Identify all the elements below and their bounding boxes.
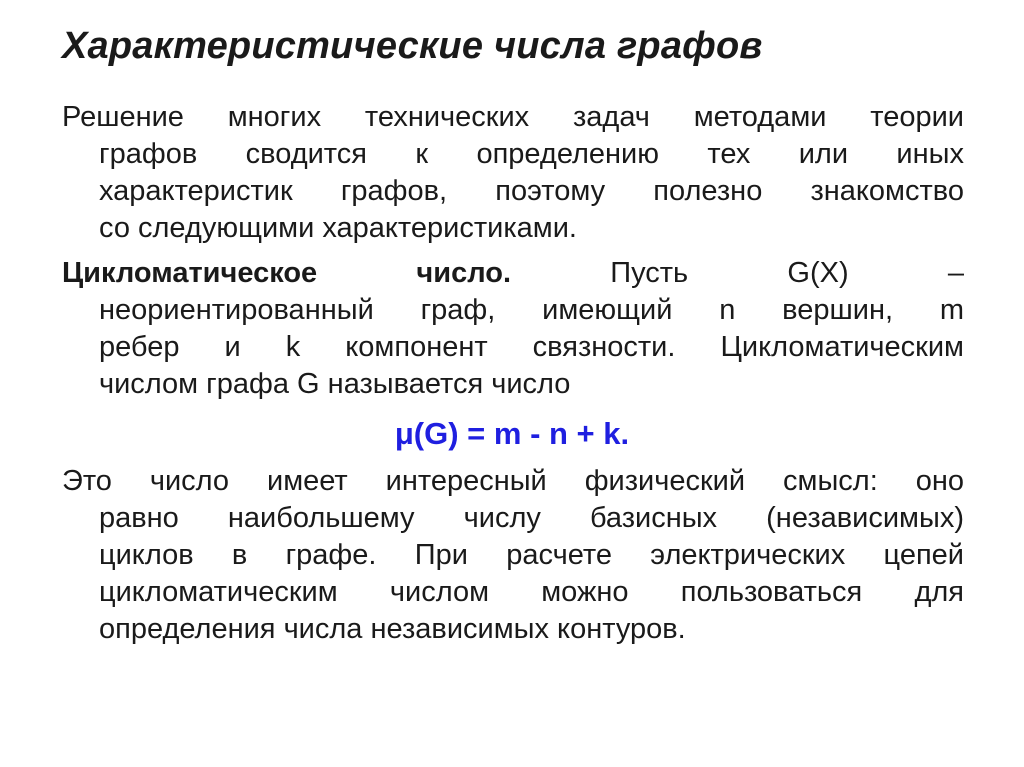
- definition-paragraph: [62, 255, 964, 403]
- definition-term: Цикломатическое: [62, 257, 318, 289]
- formula-text: μ(G) = m - n + k.: [394, 416, 630, 451]
- definition-let: Пусть: [610, 257, 689, 289]
- cyclomatic-formula: [0, 414, 1024, 454]
- definition-line-1: [62, 255, 964, 292]
- definition-term-2: число.: [416, 257, 512, 289]
- intro-line-1: Решение многих технических задач методами теории: [62, 101, 964, 133]
- intro-paragraph: [62, 99, 964, 247]
- definition-line-4: числом графа G называется число: [99, 368, 571, 400]
- intro-line-4: со следующими характеристиками.: [99, 212, 577, 244]
- meaning-line-3: циклов в графе. При расчете электрических цепей: [99, 539, 964, 571]
- slide-title: Характеристические числа графов: [62, 25, 763, 67]
- intro-line-2: графов сводится к определению тех или иных: [99, 138, 964, 170]
- definition-line-3: ребер и k компонент связности. Цикломатическим: [99, 331, 964, 363]
- intro-line-3: характеристик графов, поэтому полезно знакомство: [99, 175, 964, 207]
- meaning-paragraph: [62, 463, 964, 648]
- meaning-line-5: определения числа независимых контуров.: [99, 613, 686, 645]
- meaning-line-2: равно наибольшему числу базисных (независимых): [99, 502, 964, 534]
- definition-dash: –: [947, 257, 964, 289]
- meaning-line-1: Это число имеет интересный физический смысл: оно: [62, 465, 964, 497]
- definition-graph: G(X): [787, 257, 849, 289]
- meaning-line-4: цикломатическим числом можно пользоваться для: [99, 576, 964, 608]
- definition-line-2: неориентированный граф, имеющий n вершин, m: [99, 294, 964, 326]
